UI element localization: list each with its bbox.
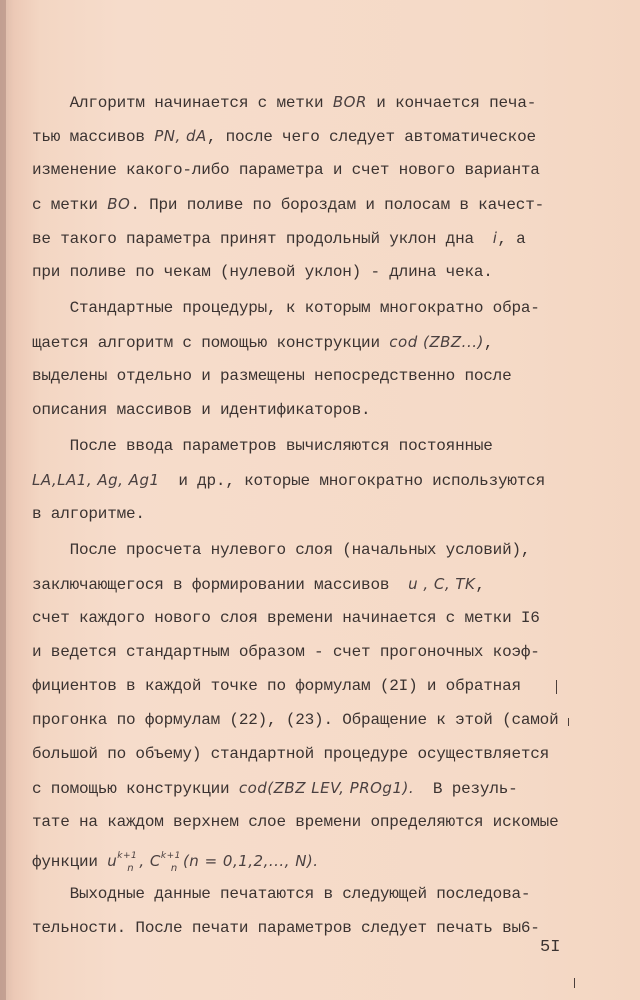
handwritten-symbol: i xyxy=(492,229,498,247)
text-line: После ввода параметров вычисляются постоянные xyxy=(32,437,493,455)
superscript: k+1 xyxy=(117,851,138,861)
text-line: заключающегося в формировании массивов u , C, TK, xyxy=(32,575,485,594)
handwritten-label: PN, dA xyxy=(154,127,207,145)
text-line: описания массивов и идентификаторов. xyxy=(32,401,371,419)
superscript: k+1 xyxy=(160,851,181,861)
margin-mark xyxy=(556,680,557,694)
text-line: при поливе по чекам (нулевой уклон) - длина чека. xyxy=(32,263,493,281)
handwritten-arrays: u , C, TK xyxy=(408,575,476,593)
text-line: После просчета нулевого слоя (начальных условий), xyxy=(32,541,531,559)
text-line: изменение какого-либо параметра и счет нового варианта xyxy=(32,161,540,179)
text-line: тью массивов PN, dA, после чего следует автоматическое xyxy=(32,127,536,146)
text-line: прогонка по формулам (22), (23). Обращение к этой (самой xyxy=(32,711,559,729)
text-line: Алгоритм начинается с метки BOR и кончается печа- xyxy=(32,93,537,112)
text-line: выделены отдельно и размещены непосредственно после xyxy=(32,367,512,385)
handwritten-constants: LA,LA1, Ag, Ag1 xyxy=(32,471,160,489)
text-line: Выходные данные печатаются в следующей последова- xyxy=(32,885,531,903)
text-line: с метки BO. При поливе по бороздам и полосам в качест- xyxy=(32,195,544,214)
text-line: LA,LA1, Ag, Ag1 и др., которые многократно используются xyxy=(32,471,545,490)
handwritten-label: BOR xyxy=(332,93,367,111)
function-u: u xyxy=(107,852,118,870)
functions-line: функции $u^{k+1}_n$ , $C^{k+1}_n$ (n = 0,1,2,..., N). xyxy=(32,851,319,874)
subscript: n xyxy=(170,863,178,874)
text-line: большой по объему) стандартной процедуре осуществляется xyxy=(32,745,550,763)
handwritten-construct: cod (ZBZ...) xyxy=(389,333,484,351)
text-line: и ведется стандартным образом - счет прогоночных коэф- xyxy=(32,643,540,661)
text-line: ве такого параметра принят продольный уклон дна i, а xyxy=(32,229,526,248)
margin-mark xyxy=(568,718,569,726)
text-line: счет каждого нового слоя времени начинается с метки I6 xyxy=(32,609,540,627)
text-line: тельности. После печати параметров следует печать вы6- xyxy=(32,919,540,937)
text-line: в алгоритме. xyxy=(32,505,145,523)
text-line: Стандартные процедуры, к которым многократно обра- xyxy=(32,299,540,317)
index-range: (n = 0,1,2,..., N). xyxy=(177,852,319,870)
text-line: с помощью конструкции cod(ZBZ LEV, PROg1). В резуль- xyxy=(32,779,518,798)
text-line: щается алгоритм с помощью конструкции cod (ZBZ...), xyxy=(32,333,494,352)
margin-mark xyxy=(574,978,575,988)
subscript: n xyxy=(127,863,135,874)
page-edge-shadow xyxy=(0,0,6,1000)
text-line: тате на каждом верхнем слое времени определяются искомые xyxy=(32,813,559,831)
handwritten-construct: cod(ZBZ LEV, PROg1). xyxy=(238,779,415,797)
handwritten-label: BO xyxy=(107,195,131,213)
function-c: C xyxy=(149,852,161,870)
page-number: 5I xyxy=(540,938,561,957)
text-line: фициентов в каждой точке по формулам (2I) и обратная xyxy=(32,677,521,695)
